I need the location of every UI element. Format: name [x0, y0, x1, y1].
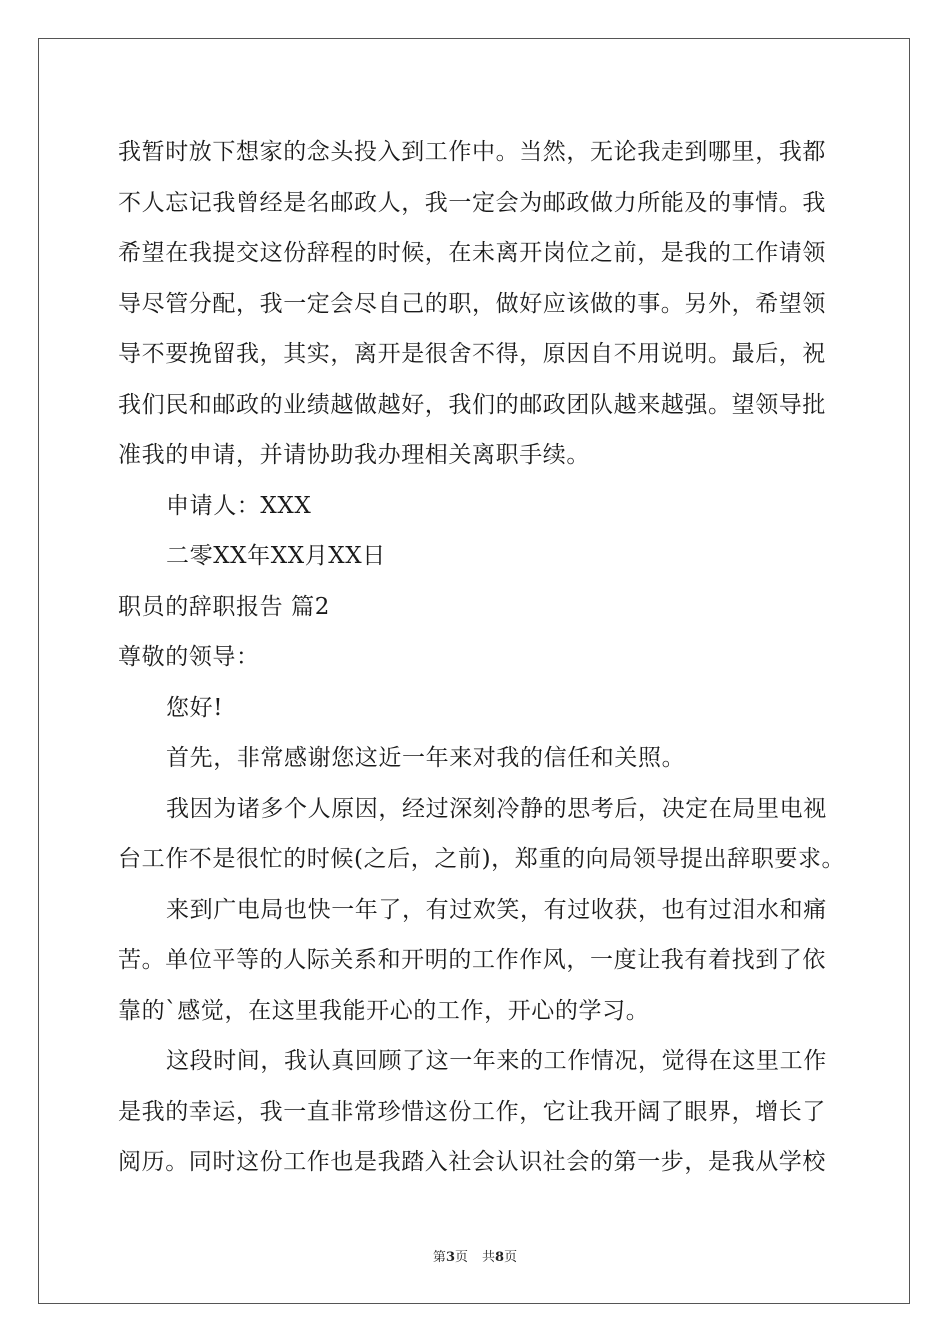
page-footer — [0, 1246, 950, 1265]
greeting: 您好! — [166, 694, 224, 721]
text-line: 这段时间，我认真回顾了这一年来的工作情况，觉得在这里工作 — [166, 1048, 827, 1074]
text-line: 台工作不是很忙的时候(之后，之前)，郑重的向局领导提出辞职要求。 — [118, 846, 846, 872]
text-line: 是我的幸运，我一直非常珍惜这份工作，它让我开阔了眼界，增长了 — [118, 1098, 826, 1125]
total-prefix: 共 — [482, 1250, 496, 1265]
total-pages: 8 — [495, 1250, 505, 1265]
text-line: 导尽管分配，我一定会尽自己的职，做好应该做的事。另外，希望领 — [118, 290, 826, 317]
text-line: 首先，非常感谢您这近一年来对我的信任和关照。 — [166, 745, 686, 771]
total-suffix: 页 — [504, 1250, 518, 1265]
text-line: 我们民和邮政的业绩越做越好，我们的邮政团队越来越强。望领导批 — [118, 391, 826, 418]
text-line: 准我的申请，并请协助我办理相关离职手续。 — [118, 442, 590, 468]
text-line: 苦。单位平等的人际关系和开明的工作作风，一度让我有着找到了依 — [118, 947, 826, 973]
page-prefix: 第 — [432, 1250, 446, 1265]
text-line: 靠的`感觉，在这里我能开心的工作，开心的学习。 — [118, 997, 650, 1024]
page-number: 3 — [445, 1250, 455, 1265]
text-line: 希望在我提交这份辞程的时候，在未离开岗位之前，是我的工作请领 — [118, 240, 826, 266]
applicant-signature: 申请人：XXX — [166, 492, 312, 519]
text-line: 我暂时放下想家的念头投入到工作中。当然，无论我走到哪里，我都 — [118, 139, 826, 165]
text-line: 导不要挽留我，其实，离开是很舍不得，原因自不用说明。最后，祝 — [118, 341, 826, 367]
signature-date: 二零XX年XX月XX日 — [166, 543, 386, 569]
document-body — [118, 127, 846, 1188]
text-line: 阅历。同时这份工作也是我踏入社会认识社会的第一步，是我从学校 — [118, 1149, 826, 1175]
salutation: 尊敬的领导： — [118, 644, 260, 670]
text-line: 我因为诸多个人原因，经过深刻冷静的思考后，决定在局里电视 — [166, 795, 827, 822]
text-line: 不人忘记我曾经是名邮政人，我一定会为邮政做力所能及的事情。我 — [118, 189, 826, 216]
page-suffix: 页 — [454, 1250, 468, 1265]
text-line: 来到广电局也快一年了，有过欢笑，有过收获，也有过泪水和痛 — [166, 896, 827, 923]
section-heading: 职员的辞职报告 篇2 — [118, 593, 330, 620]
